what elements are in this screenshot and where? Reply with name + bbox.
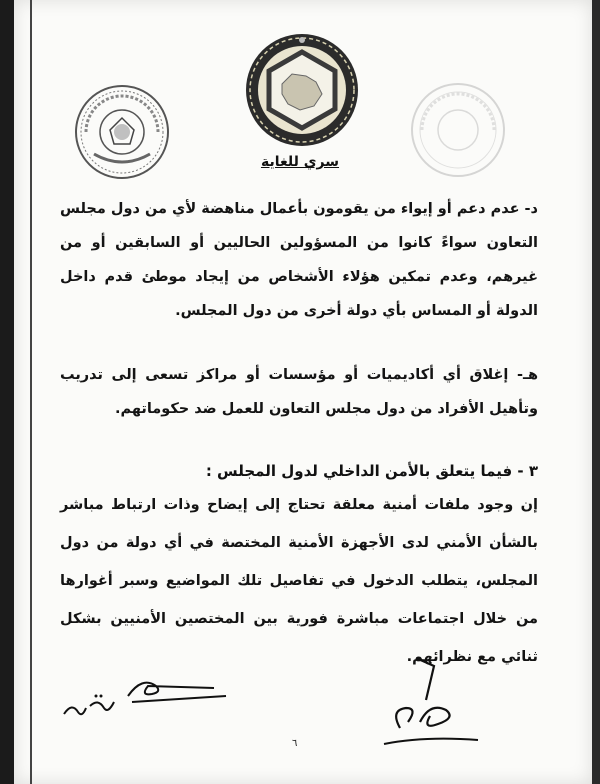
section-3-heading: ٣ - فيما يتعلق بالأمن الداخلي لدول المجلس :	[205, 462, 538, 480]
classification-label: سري للغاية	[260, 154, 340, 170]
signature-icon	[60, 688, 120, 724]
paragraph-h: هـ- إغلاق أي أكاديميات أو مؤسسات أو مراكز تسعى إلى تدريب وتأهيل الأفراد من دول مجلس التعاون للعمل ضد حكوماتهم.	[60, 367, 538, 417]
paragraph-d: د- عدم دعم أو إيواء من يقومون بأعمال مناهضة لأي من دول مجلس التعاون سواءً كانوا من المسؤولين الحاليين أو السابقين أو من غيرهم، وعدم تمكين هؤلاء الأشخاص من إيجاد موطئ قدم داخل الدولة أو المساس بأي دولة أخرى من دول المجلس.	[60, 201, 538, 319]
signature-icon	[360, 652, 490, 762]
official-seal-right-icon	[408, 80, 508, 180]
page-number: ٦	[292, 738, 298, 749]
gcc-emblem-icon	[244, 32, 360, 148]
signature-icon	[122, 668, 232, 708]
official-seal-left-icon	[72, 82, 172, 182]
margin-line	[30, 0, 32, 784]
scan-edge	[0, 0, 14, 784]
section-3-body: إن وجود ملفات أمنية معلقة تحتاج إلى إيضاح وذات ارتباط مباشر بالشأن الأمني لدى الأجهزة الأمنية المختصة في أي دولة من دول المجلس، يتطلب الدخول في تفاصيل تلك المواضيع وسبر أغوارها من خلال اجتماعات مباشرة فورية بين المختصين الأمنيين بشكل ثنائي مع نظرائهم.	[60, 497, 538, 665]
